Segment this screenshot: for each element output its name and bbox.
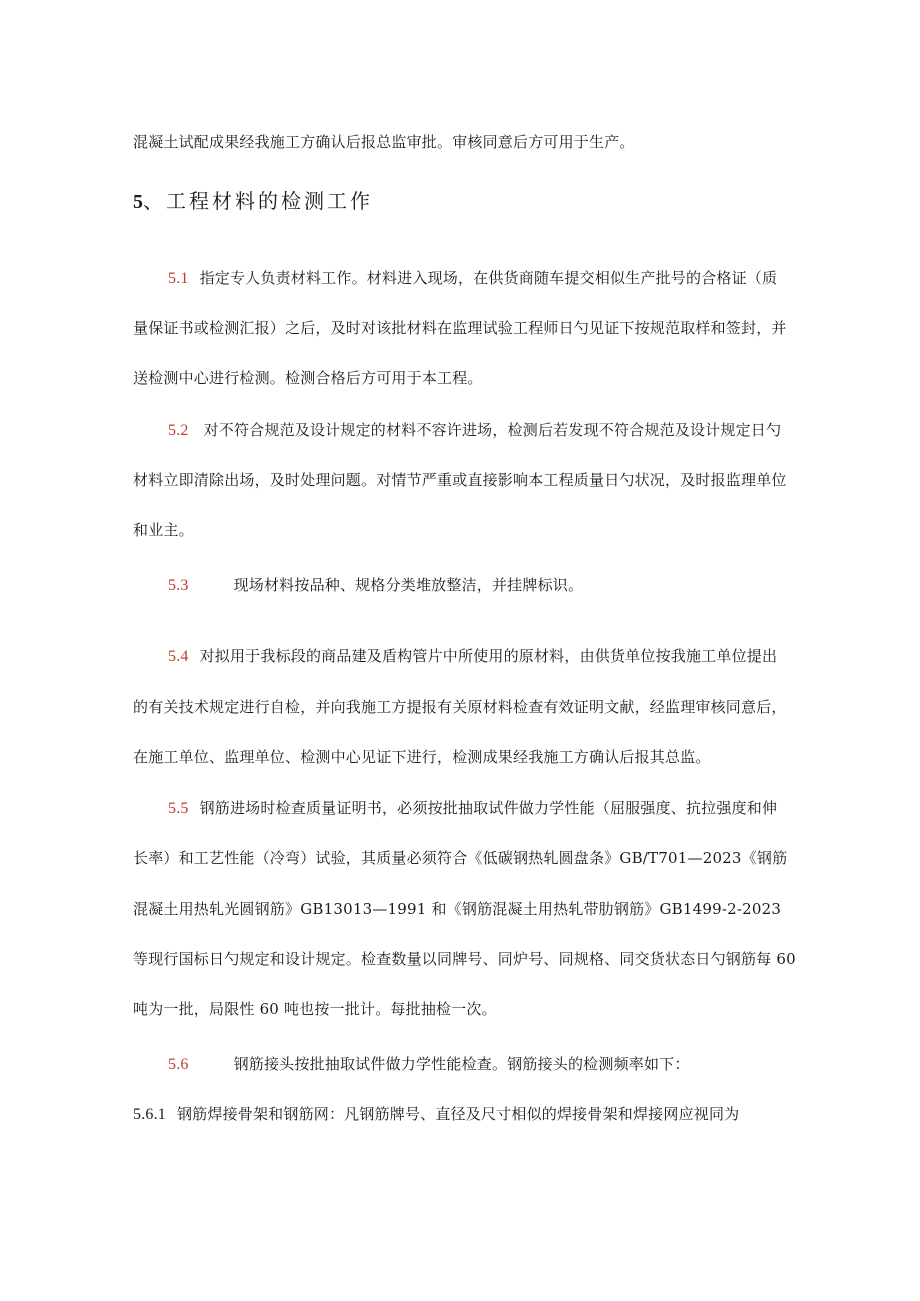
paragraph-5-1-line-2: 量保证书或检测汇报）之后，及时对该批材料在监理试验工程师日勺见证下按规范取样和签封，并 <box>133 319 787 337</box>
paragraph-5-1-line-3: 送检测中心进行检测。检测合格后方可用于本工程。 <box>133 369 483 387</box>
paragraph-5-4-line-1 <box>168 646 777 667</box>
intro-text: 混凝土试配成果经我施工方确认后报总监审批。审核同意后方可用于生产。 <box>133 133 635 151</box>
paragraph-text: 钢筋焊接骨架和钢筋网：凡钢筋牌号、直径及尺寸相似的焊接骨架和焊接网应视同为 <box>176 1105 740 1123</box>
paragraph-text: 对不符合规范及设计规定的材料不容许进场，检测后若发现不符合规范及设计规定日勺 <box>203 421 782 439</box>
paragraph-number: 5.1 <box>168 270 189 287</box>
paragraph-5-6-line-1 <box>168 1054 690 1075</box>
paragraph-5-2-line-2: 材料立即清除出场，及时处理问题。对情节严重或直接影响本工程质量日勺状况，及时报监理单位 <box>133 471 787 489</box>
paragraph-text: 现场材料按品种、规格分类堆放整洁，并挂牌标识。 <box>233 576 584 594</box>
paragraph-5-1-line-1 <box>168 268 777 289</box>
paragraph-5-5-line-2: 长率）和工艺性能（冷弯）试验，其质量必须符合《低碳钢热轧圆盘条》GB/T701—2023《钢筋 <box>133 849 788 867</box>
section-heading <box>133 188 373 215</box>
paragraph-5-2-line-3: 和业主。 <box>133 521 194 539</box>
section-title: 、工程材料的检测工作 <box>143 189 373 213</box>
paragraph-5-5-line-4: 等现行国标日勺规定和设计规定。检查数量以同牌号、同炉号、同规格、同交货状态日勺钢筋每 60 <box>133 950 796 968</box>
paragraph-number: 5.6.1 <box>133 1106 166 1123</box>
paragraph-number: 5.2 <box>168 422 189 439</box>
paragraph-text: 对拟用于我标段的商品建及盾构管片中所使用的原材料，由供货单位按我施工单位提出 <box>199 647 778 665</box>
paragraph-number: 5.3 <box>168 577 189 594</box>
paragraph-5-3-line-1 <box>168 575 583 596</box>
paragraph-5-5-line-5: 吨为一批，局限性 60 吨也按一批计。每批抽检一次。 <box>133 1000 497 1018</box>
paragraph-number: 5.5 <box>168 800 189 817</box>
paragraph-5-2-line-1 <box>168 420 781 441</box>
paragraph-text: 钢筋进场时检查质量证明书，必须按批抽取试件做力学性能（屈服强度、抗拉强度和伸 <box>199 799 778 817</box>
paragraph-5-5-line-3: 混凝土用热轧光圆钢筋》GB13013—1991 和《钢筋混凝土用热轧带肋钢筋》GB1499-2-2023 <box>133 900 782 918</box>
section-number: 5 <box>133 191 143 213</box>
paragraph-text: 钢筋接头按批抽取试件做力学性能检查。钢筋接头的检测频率如下： <box>233 1055 690 1073</box>
paragraph-number: 5.6 <box>168 1056 189 1073</box>
paragraph-5-4-line-3: 在施工单位、监理单位、检测中心见证下进行，检测成果经我施工方确认后报其总监。 <box>133 748 711 766</box>
paragraph-5-6-1-line-1 <box>133 1104 739 1125</box>
paragraph-text: 指定专人负责材料工作。材料进入现场，在供货商随车提交相似生产批号的合格证（质 <box>199 269 778 287</box>
paragraph-number: 5.4 <box>168 648 189 665</box>
paragraph-5-5-line-1 <box>168 798 777 819</box>
paragraph-5-4-line-2: 的有关技术规定进行自检，并向我施工方提报有关原材料检查有效证明文献，经监理审核同意后， <box>133 698 787 716</box>
